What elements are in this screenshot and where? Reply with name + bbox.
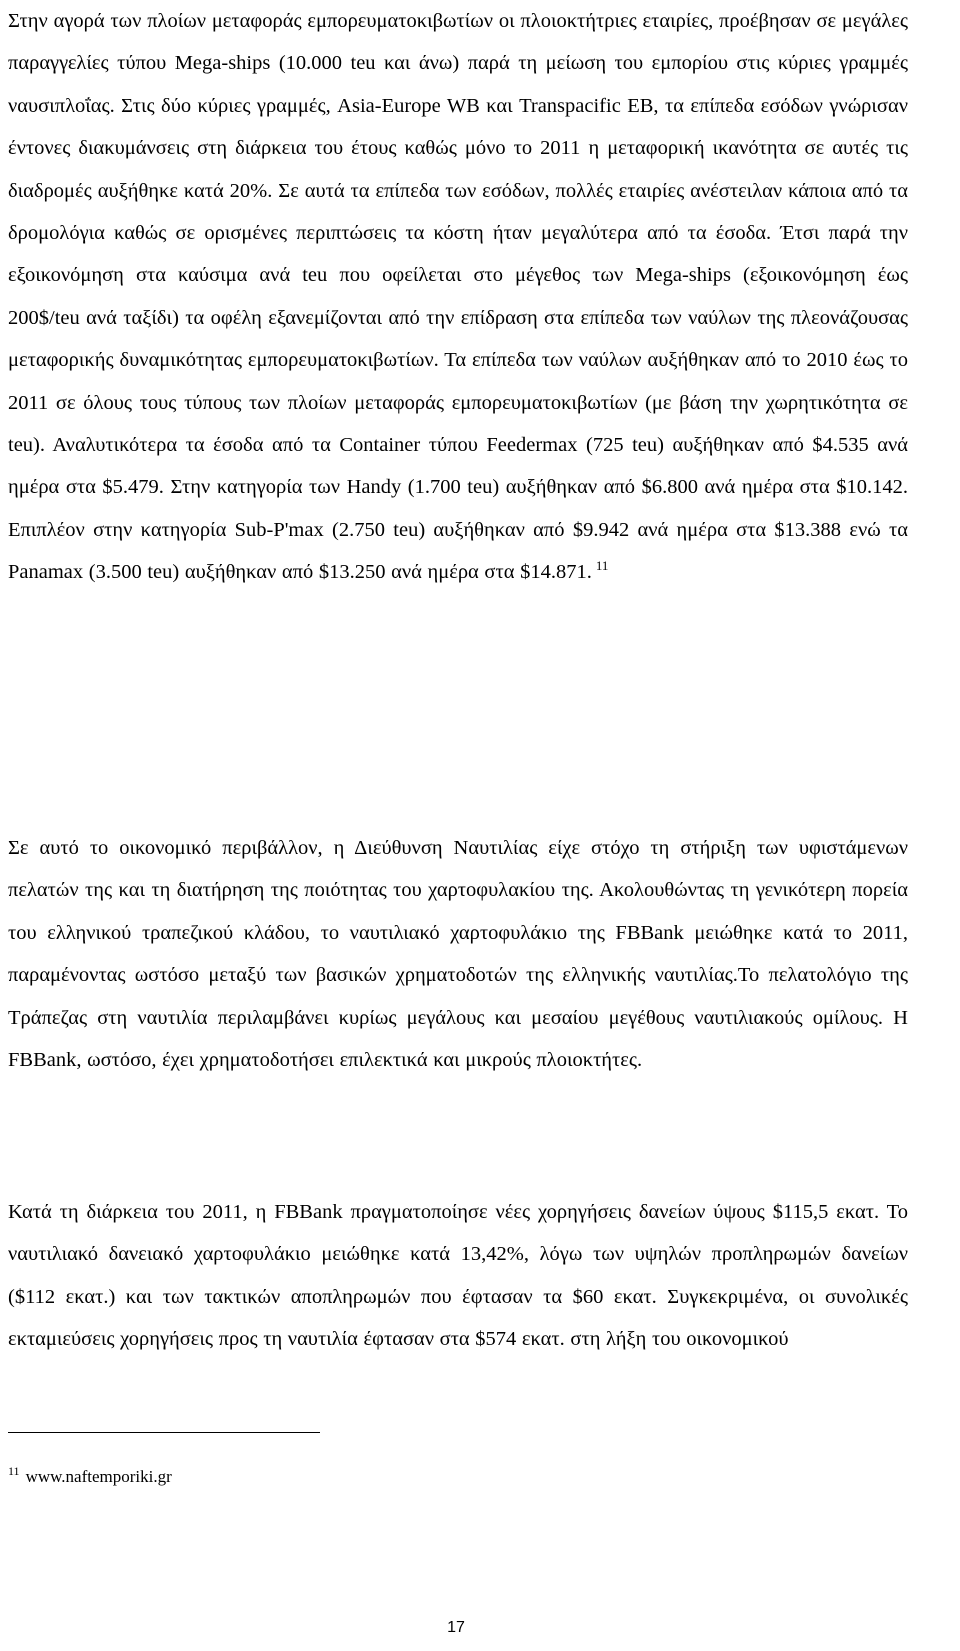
page-number: 17 <box>447 1619 465 1636</box>
paragraph-1-text: Στην αγορά των πλοίων μεταφοράς εμπορευματοκιβωτίων οι πλοιοκτήτριες εταιρίες, προέβησαν σε μεγάλες παραγγελίες τύπου Mega-ships (10.000 teu και άνω) παρά τη μείωση του εμπορίου στις κύριες γραμμές ναυσιπλοΐας. Στις δύο κύριες γραμμές, Asia-Europe WB και Transpacific EB, τα επίπεδα εσόδων γνώρισαν έντονες διακυμάνσεις στη διάρκεια του έτους καθώς μόνο το 2011 η μεταφορική ικανότητα σε αυτές τις διαδρομές αυξήθηκε κατά 20%. Σε αυτά τα επίπεδα των εσόδων, πολλές εταιρίες ανέστειλαν κάποια από τα δρομολόγια καθώς σε ορισμένες περιπτώσεις τα κόστη ήταν μεγαλύτερα από τα έσοδα. Έτσι παρά την εξοικονόμηση στα καύσιμα ανά teu που οφείλεται στο μέγεθος των Mega-ships (εξοικονόμηση έως 200$/teu ανά ταξίδι) τα οφέλη εξανεμίζονται από την επίδραση στα επίπεδα των ναύλων της πλεονάζουσας μεταφορικής δυναμικότητας εμπορευματοκιβωτίων. Τα επίπεδα των ναύλων αυξήθηκαν από το 2010 έως το 2011 σε όλους τους τύπους των πλοίων μεταφοράς εμπορευματοκιβωτίων (με βάση την χωρητικότητα σε teu). Αναλυτικότερα τα έσοδα από τα Container τύπου Feedermax (725 teu) αυξήθηκαν από $4.535 ανά ημέρα στα $5.479. Στην κατηγορία των Handy (1.700 teu) αυξήθηκαν από $6.800 ανά ημέρα στα $10.142. Επιπλέον στην κατηγορία Sub-P'max (2.750 teu) αυξήθηκαν από $9.942 ανά ημέρα στα $13.388 ενώ τα Panamax (3.500 teu) αυξήθηκαν από $13.250 ανά ημέρα στα $14.871. <box>8 10 908 584</box>
footnote-text: www.naftemporiki.gr <box>25 1467 172 1486</box>
body-paragraph-1 <box>8 0 908 594</box>
footnote-separator <box>8 1432 320 1433</box>
body-paragraph-3: Κατά τη διάρκεια του 2011, η FBBank πραγματοποίησε νέες χορηγήσεις δανείων ύψους $115,5 εκατ. Το ναυτιλιακό δανειακό χαρτοφυλάκιο μειώθηκε κατά 13,42%, λόγω των υψηλών προπληρωμών δανείων ($112 εκατ.) και των τακτικών αποπληρωμών που έφτασαν τα $60 εκατ. Συγκεκριμένα, οι συνολικές εκταμιεύσεις χορηγήσεις προς τη ναυτιλία έφτασαν στα $574 εκατ. στη λήξη του οικονομικού <box>8 1201 908 1351</box>
footnote <box>8 1466 172 1488</box>
footnote-reference: 11 <box>595 558 609 574</box>
body-paragraph-2: Σε αυτό το οικονομικό περιβάλλον, η Διεύθυνση Ναυτιλίας είχε στόχο τη στήριξη των υφιστάμενων πελατών της και τη διατήρηση της ποιότητας του χαρτοφυλακίου της. Ακολουθώντας τη γενικότερη πορεία του ελληνικού τραπεζικού κλάδου, το ναυτιλιακό χαρτοφυλάκιο της FBBank μειώθηκε κατά το 2011, παραμένοντας ωστόσο μεταξύ των βασικών χρηματοδοτών της ελληνικής ναυτιλίας.Το πελατολόγιο της Τράπεζας στη ναυτιλία περιλαμβάνει κυρίως μεγάλους και μεσαίου μεγέθους ναυτιλιακούς ομίλους. Η FBBank, ωστόσο, έχει χρηματοδοτήσει επιλεκτικά και μικρούς πλοιοκτήτες. <box>8 837 908 1072</box>
footnote-number: 11 <box>8 1464 20 1479</box>
